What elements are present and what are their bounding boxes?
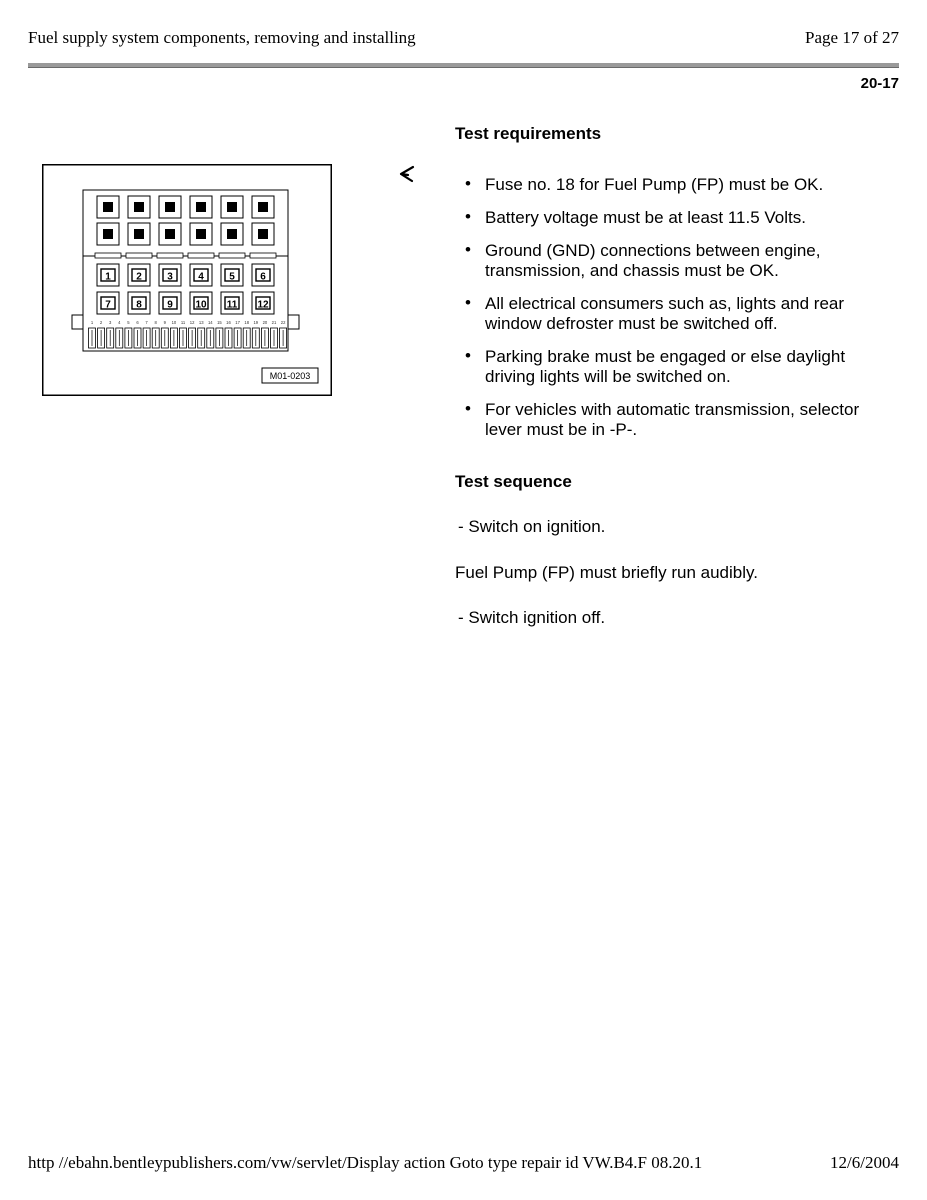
relay-panel-diagram [42,164,332,396]
relay-number: 9 [167,299,173,311]
relay-position [128,292,150,314]
relay-tab [250,253,276,258]
relay-position [128,264,150,286]
relay-number: 8 [136,299,142,311]
relay-tab [157,253,183,258]
arrow-icon [397,164,417,184]
relay-tab [219,253,245,258]
relay-socket [221,223,243,245]
fuse-number: 3 [109,320,112,325]
fuse-number: 18 [244,320,250,325]
relay-socket [221,196,243,218]
relay-socket [159,223,181,245]
fuse-number: 15 [217,320,222,325]
fuse-number: 17 [235,320,240,325]
page-number: Page 17 of 27 [805,28,899,47]
relay-position [159,264,181,286]
list-item: • Battery voltage must be at least 11.5 Volts. [465,208,895,228]
relay-socket [252,223,274,245]
list-item: • Ground (GND) connections between engine, transmission, and chassis must be OK. [465,241,895,281]
fuse-number: 13 [198,320,204,325]
fuse-number: 6 [136,320,139,325]
relay-position [252,292,274,314]
fuse-number: 4 [118,320,121,325]
relay-number: 2 [136,271,142,283]
fuse-number: 1 [90,320,94,325]
step-result: Fuel Pump (FP) must briefly run audibly. [455,563,758,582]
list-item: • All electrical consumers such as, lights and rear window defroster must be switched off. [465,294,895,334]
relay-position [221,264,243,286]
test-requirements-heading: Test requirements [455,124,602,143]
relay-tab [126,253,152,258]
relay-number: 10 [195,299,207,311]
fuse-number: 8 [154,320,157,325]
figure-label: M01-0203 [269,371,311,381]
relay-socket [252,196,274,218]
relay-socket [128,196,150,218]
relay-position [190,264,212,286]
left-clip [72,315,83,329]
relay-position [97,292,119,314]
fuse-number: 22 [280,320,286,325]
relay-socket [190,196,212,218]
relay-tab [95,253,121,258]
fuse-number: 2 [99,320,103,325]
list-item: • Parking brake must be engaged or else daylight driving lights will be switched on. [465,347,895,387]
test-requirements-list [465,175,895,453]
fuse-number: 16 [226,320,231,325]
fuse-number: 12 [189,320,195,325]
list-item: • For vehicles with automatic transmission, selector lever must be in -P-. [465,400,895,440]
fuse-number: 10 [171,320,177,325]
section-number: 20-17 [860,75,899,92]
relay-position [159,292,181,314]
fuse-number: 21 [271,320,277,325]
footer-date: 12/6/2004 [830,1153,899,1172]
relay-number: 11 [226,299,238,311]
fuse-number: 14 [207,320,213,325]
relay-number: 4 [198,271,204,283]
fuse-number: 7 [145,320,148,325]
header-title: Fuel supply system components, removing and installing [28,28,416,47]
relay-position [221,292,243,314]
relay-socket [159,196,181,218]
relay-position [252,264,274,286]
relay-number: 7 [105,299,111,311]
relay-number: 12 [257,299,269,311]
relay-tab [188,253,214,258]
footer-url: http //ebahn.bentleypublishers.com/vw/servlet/Display action Goto type repair id VW.B4.F 08.20.1 [28,1153,703,1172]
footer [28,1153,899,1173]
header-divider [28,63,899,68]
relay-number: 5 [229,271,235,283]
fuse-number: 19 [253,320,259,325]
relay-number: 3 [167,271,173,283]
step-switch-on: - Switch on ignition. [458,517,606,536]
relay-number: 6 [260,271,266,283]
fuse-number: 11 [180,320,186,325]
fuse-number: 9 [163,320,166,325]
step-switch-off: - Switch ignition off. [458,608,606,627]
relay-socket [97,223,119,245]
relay-number: 1 [105,271,111,283]
relay-position [97,264,119,286]
fuse-number: 20 [262,320,268,325]
relay-socket [97,196,119,218]
test-sequence-heading: Test sequence [455,472,572,491]
relay-socket [128,223,150,245]
relay-position [190,292,212,314]
right-clip [288,315,299,329]
relay-socket [190,223,212,245]
fuse-number: 5 [127,320,130,325]
list-item: • Fuse no. 18 for Fuel Pump (FP) must be OK. [465,175,895,195]
